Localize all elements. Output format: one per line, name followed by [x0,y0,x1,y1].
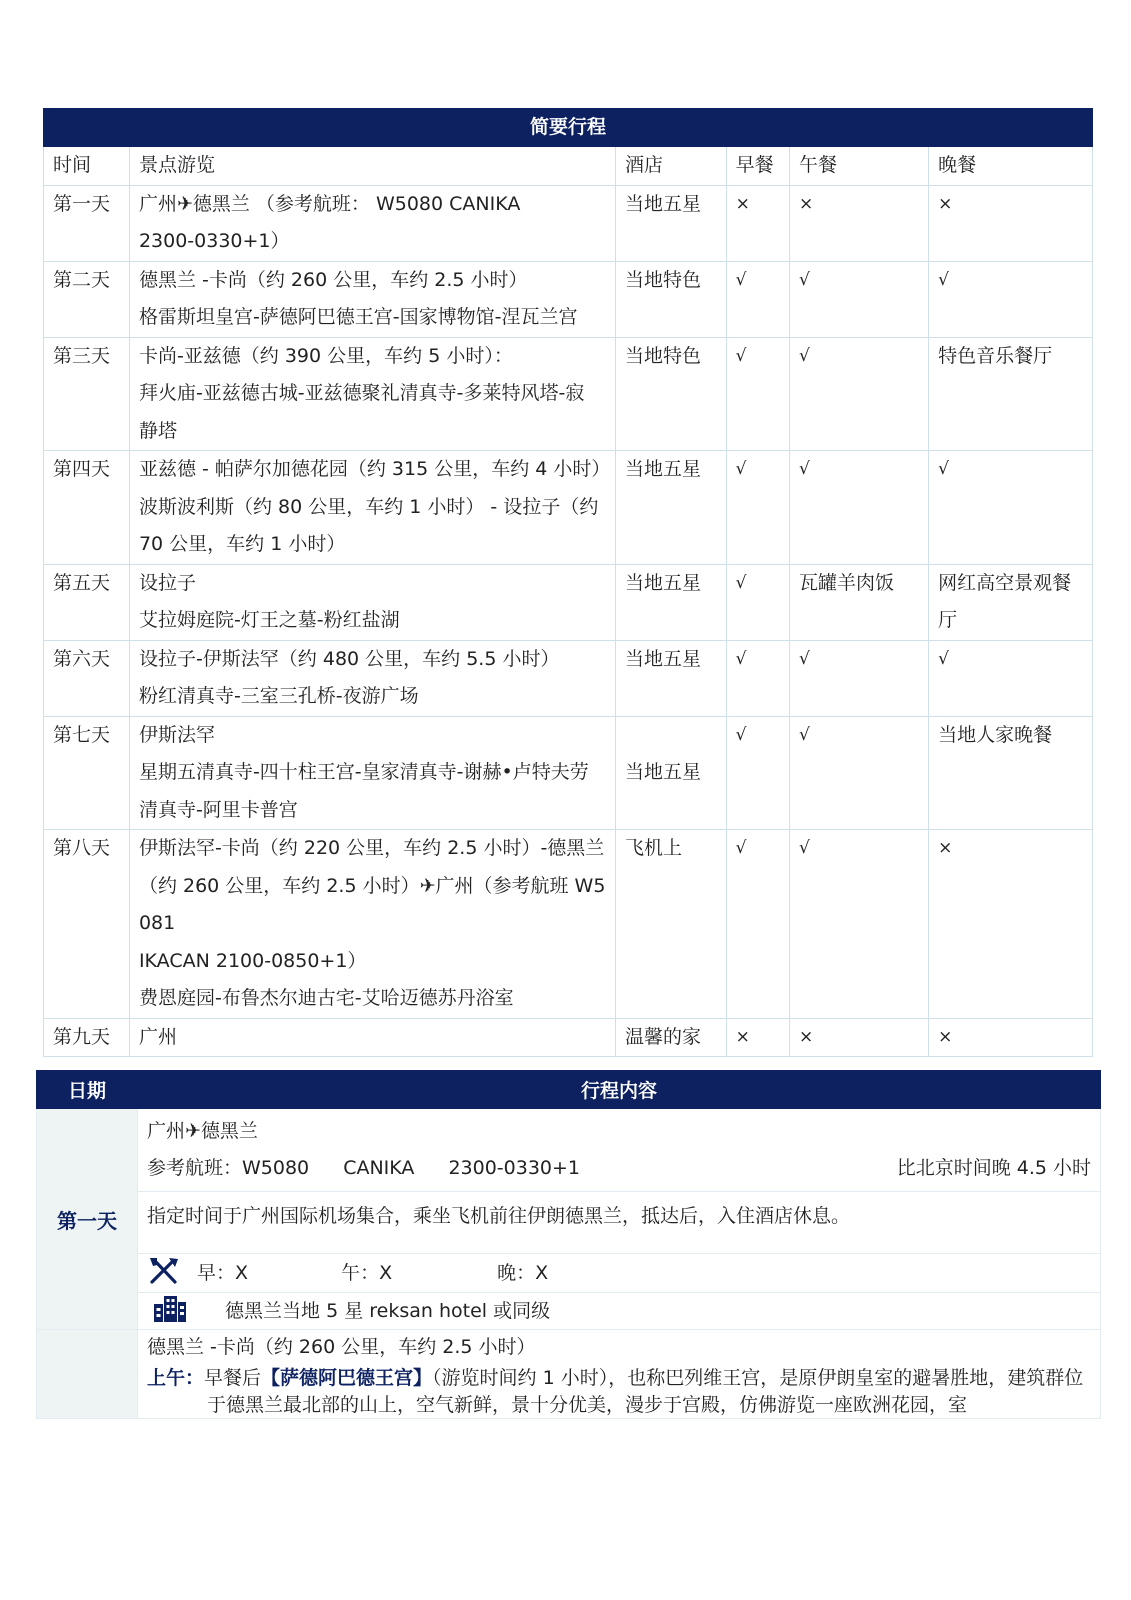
hotel-cell: 飞机上 [616,830,727,1019]
day2-route: 德黑兰 -卡尚（约 260 公里，车约 2.5 小时） [147,1336,536,1358]
meal-lunch: 午：X [341,1261,393,1284]
meal-cell-l: 瓦罐羊肉饭 [790,564,929,640]
sights-line: 粉红清真寺-三室三孔桥-夜游广场 [138,685,419,707]
meal-cell-l: √ [790,716,929,830]
summary-title: 简要行程 [44,109,1093,147]
day-cell: 第九天 [44,1018,130,1057]
day-cell: 第六天 [44,640,130,716]
summary-col-header: 景点游览 [129,147,615,186]
summary-row [44,716,1093,830]
meal-cell-d: 当地人家晚餐 [929,716,1093,830]
meal-cell-b: √ [726,451,789,565]
meal-breakfast: 早：X [197,1261,249,1284]
summary-row [44,261,1093,337]
meal-cell-d: √ [929,640,1093,716]
utensils-icon [147,1256,181,1291]
hotel-cell: 当地特色 [616,337,727,451]
sights-line: （约 260 公里，车约 2.5 小时）✈广州（参考航班 W5081 [138,874,606,934]
hotel-cell: 当地五星 [616,640,727,716]
sights-line: 格雷斯坦皇宫-萨德阿巴德王宫-国家博物馆-涅瓦兰宫 [138,306,578,328]
am-site: 【萨德阿巴德王宫】 [261,1367,433,1389]
day-cell: 第四天 [44,451,130,565]
summary-col-header: 午餐 [790,147,929,186]
meal-cell-l: √ [790,261,929,337]
hotel-cell: 当地五星 [616,451,727,565]
sights-line: 静塔 [138,419,177,442]
day2-content [138,1330,1101,1419]
day-cell: 第三天 [44,337,130,451]
meal-cell-b: √ [726,564,789,640]
day1-flight-line [147,1150,1091,1187]
sights-line: 拜火庙-亚兹德古城-亚兹德聚礼清真寺-多莱特风塔-寂 [138,382,585,404]
flight-code: CANIKA [343,1157,415,1179]
sights-cell [129,716,615,830]
sights-cell [129,185,615,261]
meal-dinner: 晚：X [497,1261,549,1284]
day1-desc: 指定时间于广州国际机场集合，乘坐飞机前往伊朗德黑兰，抵达后，入住酒店休息。 [138,1192,1101,1254]
summary-row [44,1018,1093,1057]
sights-line: 伊斯法罕-卡尚（约 220 公里，车约 2.5 小时）-德黑兰 [138,837,605,859]
meal-cell-d: 特色音乐餐厅 [929,337,1093,451]
sights-line: 德黑兰 -卡尚（约 260 公里，车约 2.5 小时） [138,268,528,291]
day-cell: 第二天 [44,261,130,337]
summary-row [44,830,1093,1019]
sights-cell [129,337,615,451]
summary-col-header: 时间 [44,147,130,186]
timezone-note: 比北京时间晚 4.5 小时 [896,1157,1091,1179]
summary-col-header: 早餐 [726,147,789,186]
summary-table [43,108,1093,1057]
meal-cell-b: √ [726,716,789,830]
meal-cell-b: × [726,1018,789,1057]
day2-morning [147,1365,1091,1417]
sights-line: IKACAN 2100-0850+1） [138,949,367,972]
meal-cell-l: √ [790,830,929,1019]
summary-row [44,451,1093,565]
meal-cell-d: 网红高空景观餐厅 [929,564,1093,640]
am-text: （游览时间约 1 小时），也称巴列维王宫，是原伊朗皇室的避暑胜地，建筑群位于德黑兰最北部的山上，空气新鲜，景十分优美，漫步于宫殿，仿佛游览一座欧洲花园，室 [207,1367,1084,1416]
meal-cell-l: √ [790,640,929,716]
content-header: 行程内容 [138,1071,1101,1109]
sights-line: 星期五清真寺-四十柱王宫-皇家清真寺-谢赫•卢特夫劳 [138,761,589,783]
day-cell: 第五天 [44,564,130,640]
meal-cell-l: √ [790,451,929,565]
sights-line: 广州 [138,1025,177,1048]
day1-hotel [138,1293,1101,1330]
flight-label: 参考航班：W5080 [147,1157,310,1179]
sights-line: 费恩庭园-布鲁杰尔迪古宅-艾哈迈德苏丹浴室 [138,987,514,1009]
meal-cell-b: × [726,185,789,261]
sights-cell [129,564,615,640]
detail-table [36,1070,1101,1419]
hotel-text: 德黑兰当地 5 星 reksan hotel 或同级 [225,1299,551,1322]
date-header: 日期 [37,1071,138,1109]
building-icon [153,1294,187,1329]
meal-cell-d: × [929,830,1093,1019]
sights-line: 2300-0330+1） [138,230,290,252]
sights-cell [129,830,615,1019]
meal-cell-b: √ [726,337,789,451]
sights-line: 70 公里，车约 1 小时） [138,533,346,555]
sights-cell [129,451,615,565]
day2-date-cell [37,1330,138,1419]
meal-cell-l: × [790,1018,929,1057]
summary-row [44,640,1093,716]
sights-cell [129,1018,615,1057]
sights-line: 清真寺-阿里卡普宫 [138,798,298,821]
meal-cell-d: × [929,1018,1093,1057]
hotel-cell: 当地五星 [616,564,727,640]
summary-row [44,185,1093,261]
summary-col-header: 酒店 [616,147,727,186]
am-pre: 早餐后 [204,1367,262,1389]
sights-line: 卡尚-亚兹德（约 390 公里，车约 5 小时）： [138,344,513,367]
am-label: 上午： [147,1367,205,1389]
meal-cell-d: √ [929,261,1093,337]
day-cell: 第八天 [44,830,130,1019]
hotel-cell: 当地五星 [616,185,727,261]
meal-cell-b: √ [726,261,789,337]
meal-cell-d: √ [929,451,1093,565]
meal-cell-d: × [929,185,1093,261]
summary-header-row [44,147,1093,186]
day-cell: 第一天 [44,185,130,261]
summary-row [44,337,1093,451]
summary-col-header: 晚餐 [929,147,1093,186]
sights-line: 广州✈德黑兰 （参考航班： W5080 CANIKA [138,192,521,215]
sights-cell [129,640,615,716]
day-cell: 第七天 [44,716,130,830]
sights-line: 设拉子 [138,571,196,594]
meal-cell-l: × [790,185,929,261]
sights-cell [129,261,615,337]
day1-meals [138,1254,1101,1293]
sights-line: 设拉子-伊斯法罕（约 480 公里，车约 5.5 小时） [138,647,560,670]
day-label: 第一天 [37,1109,138,1330]
sights-line: 波斯波利斯（约 80 公里，车约 1 小时） - 设拉子（约 [138,495,599,518]
meal-cell-b: √ [726,830,789,1019]
hotel-cell: 温馨的家 [616,1018,727,1057]
sights-line: 亚兹德 - 帕萨尔加德花园（约 315 公里，车约 4 小时） [138,458,611,480]
day1-route-cell [138,1109,1101,1192]
flight-time: 2300-0330+1 [448,1157,581,1179]
day1-route: 广州✈德黑兰 [147,1120,258,1142]
meal-cell-b: √ [726,640,789,716]
summary-row [44,564,1093,640]
hotel-cell: 当地五星 [616,716,727,830]
meal-cell-l: √ [790,337,929,451]
sights-line: 艾拉姆庭院-灯王之墓-粉红盐湖 [138,609,400,631]
sights-line: 伊斯法罕 [138,723,215,746]
hotel-cell: 当地特色 [616,261,727,337]
